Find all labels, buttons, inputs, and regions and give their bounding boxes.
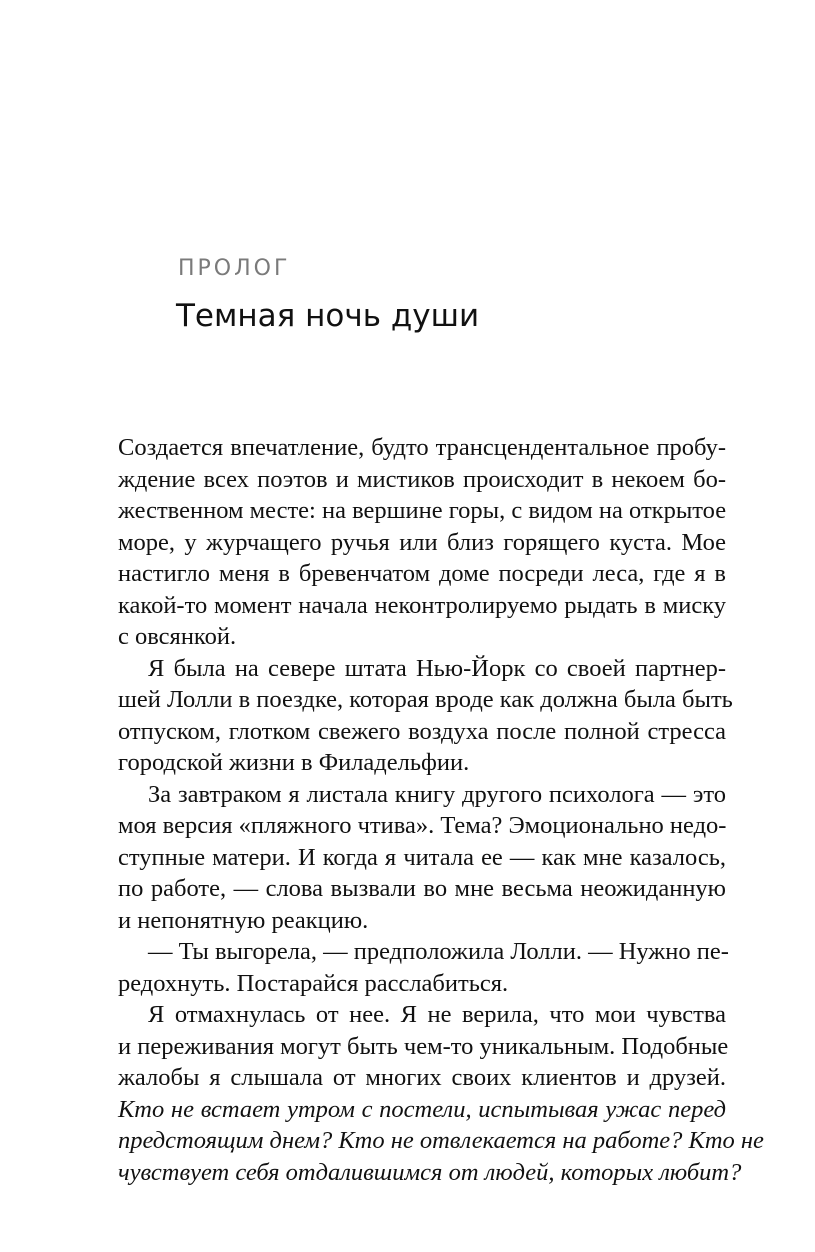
text-line: какой-то момент начала неконтролируемо рыдать в миску [118,591,726,619]
text-line: Создается впечатление, будто трансцендентальное пробу- [118,434,726,461]
text-line: по работе, — слова вызвали во мне весьма неожиданную [118,875,726,902]
text-line: и непонятную реакцию. [118,906,369,934]
text-line: Я отмахнулась от нее. Я не верила, что мои чувства [148,1001,726,1028]
text-line: и переживания могут быть чем-то уникальным. Подобные [118,1032,729,1060]
text-line: море, у журчащего ручья или близ горящего куста. Мое [118,528,726,556]
text-line: редохнуть. Постарайся расслабиться. [118,969,509,997]
chapter-title: Темная ночь души [176,298,480,334]
text-line: с овсянкой. [118,623,237,650]
text-line: моя версия «пляжного чтива». Тема? Эмоционально недо- [118,812,727,839]
chapter-kicker: ПРОЛОГ [178,256,291,281]
text-line: ждение всех поэтов и мистиков происходит в некоем бо- [118,465,726,493]
text-line: настигло меня в бревенчатом доме посреди леса, где я в [118,560,726,587]
text-line: За завтраком я листала книгу другого психолога — это [148,780,726,808]
text-line: отпуском, глотком свежего воздуха после полной стресса [118,717,726,745]
italic-text-line: чувствует себя отдалившимся от людей, которых любит? [118,1158,742,1186]
italic-text-line: Кто не встает утром с постели, испытывая ужас перед [118,1095,726,1123]
text-line: жественном месте: на вершине горы, с видом на открытое [118,497,727,524]
text-line: городской жизни в Филадельфии. [118,749,470,776]
italic-text-line: предстоящим днем? Кто не отвлекается на работе? Кто не [118,1127,764,1154]
text-line: жалобы я слышала от многих своих клиентов и друзей. [118,1064,726,1091]
text-line: Я была на севере штата Нью-Йорк со своей партнер- [148,654,726,682]
body-text [118,432,764,1188]
text-line: — Ты выгорела, — предположила Лолли. — Нужно пе- [148,938,729,965]
text-line: ступные матери. И когда я читала ее — как мне казалось, [118,843,726,871]
text-line: шей Лолли в поездке, которая вроде как должна была быть [118,686,733,713]
